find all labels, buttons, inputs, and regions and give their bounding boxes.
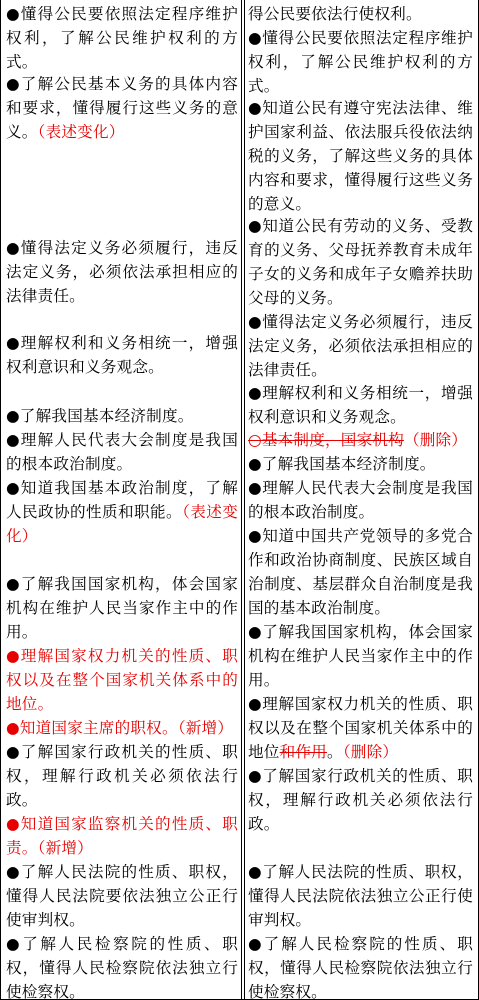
- left-standard-item: [6, 331, 238, 379]
- left-standard-item: [6, 740, 238, 812]
- item-text: ●理解国家权力机关的性质、职权以及在整个国家机关体系中的地位: [248, 695, 473, 761]
- left-standard-item: [6, 236, 238, 308]
- change-note: （表述变化）: [6, 503, 238, 545]
- left-standard-item: [6, 404, 238, 428]
- item-text: ●了解我国国家机构，体会国家机构在维护人民当家作主中的作用。: [248, 623, 473, 689]
- item-text: ●了解人民检察院的性质、职权，懂得人民检察院依法独立行使检察权。: [6, 935, 238, 1000]
- item-text: ●知道中国共产党领导的多党合作和政治协商制度、民族区域自治制度、基层群众自治制度是我国的基本政治制度。: [248, 527, 473, 617]
- change-note: （删除）: [403, 431, 468, 449]
- item-text: 得公民要依法行使权利。: [248, 5, 422, 23]
- change-note: ●知道国家主席的职权。（新增）: [6, 719, 234, 737]
- item-text: ●懂得公民要依照法定程序维护权利，了解公民维护权利的方式。: [6, 5, 238, 71]
- item-text: 。: [326, 743, 343, 761]
- item-text: ●理解权利和义务相统一，增强权利意识和义务观念。: [6, 334, 238, 376]
- right-standard-item: [248, 860, 473, 932]
- item-text: ●懂得法定义务必须履行，违反法定义务，必须依法承担相应的法律责任。: [248, 313, 473, 379]
- right-standard-item: [248, 620, 473, 692]
- right-standard-item: [248, 428, 473, 452]
- change-note: ●知道国家监察机关的性质、职责。（新增）: [6, 815, 238, 857]
- item-text: ●了解人民检察院的性质、职权，懂得人民检察院依法独立行使检察权。: [248, 935, 473, 1000]
- item-text: ●了解人民法院的性质、职权，懂得人民法院要依法独立公正行使审判权。: [6, 863, 238, 929]
- column-divider-inner: [244, 0, 245, 1000]
- right-standard-item: [248, 214, 473, 310]
- left-standard-item: [6, 812, 238, 860]
- right-standard-item: [248, 476, 473, 524]
- right-standard-item: [248, 764, 473, 836]
- right-column-new-standard: [248, 0, 473, 1000]
- item-text: ●懂得法定义务必须履行，违反法定义务，必须依法承担相应的法律责任。: [6, 239, 238, 305]
- right-standard-item: [248, 692, 473, 764]
- left-standard-item: [6, 428, 238, 476]
- item-text: ●知道我国基本政治制度，了解人民政协的性质和职能。: [6, 479, 238, 521]
- deleted-text: 和作用: [279, 743, 327, 761]
- left-standard-item: [6, 644, 238, 716]
- column-divider: [241, 0, 242, 1000]
- item-text: ●了解国家行政机关的性质、职权，理解行政机关必须依法行政。: [6, 743, 238, 809]
- right-standard-item: [248, 310, 473, 382]
- right-standard-item: [248, 96, 473, 216]
- change-note: （表述变化）: [37, 123, 125, 141]
- item-text: ●理解权利和义务相统一，增强权利意识和义务观念。: [248, 384, 473, 426]
- right-standard-item: [248, 26, 473, 98]
- right-standard-item: [248, 932, 473, 1000]
- left-standard-item: [6, 716, 238, 740]
- item-text: ●懂得公民要依照法定程序维护权利，了解公民维护权利的方式。: [248, 29, 473, 95]
- left-standard-item: [6, 860, 238, 932]
- item-text: ●理解人民代表大会制度是我国的根本政治制度。: [6, 431, 238, 473]
- left-standard-item: [6, 572, 238, 644]
- left-standard-item: [6, 72, 238, 144]
- item-text: ●了解我国基本经济制度。: [6, 407, 194, 425]
- left-standard-item: [6, 932, 238, 1000]
- right-standard-item: [248, 452, 473, 476]
- item-text: ●了解人民法院的性质、职权，懂得人民法院依法独立公正行使审判权。: [248, 863, 473, 929]
- item-text: ●知道公民有劳动的义务、受教育的义务、父母抚养教育未成年子女的义务和成年子女赡养扶助父母的义务。: [248, 217, 473, 307]
- item-text: ●了解我国基本经济制度。: [248, 455, 436, 473]
- item-text: ●了解国家行政机关的性质、职权，理解行政机关必须依法行政。: [248, 767, 473, 833]
- right-standard-item: [248, 524, 473, 620]
- item-text: ●了解我国国家机构，体会国家机构在维护人民当家作主中的作用。: [6, 575, 238, 641]
- left-standard-item: [6, 2, 238, 74]
- item-text: ●了解公民基本义务的具体内容和要求，懂得履行这些义务的意义。: [6, 75, 238, 141]
- table-border-left: [0, 0, 1, 1000]
- right-standard-item: [248, 381, 473, 429]
- deleted-text: ○基本制度，国家机构: [248, 431, 404, 449]
- item-text: ●理解人民代表大会制度是我国的根本政治制度。: [248, 479, 473, 521]
- item-text: ●知道公民有遵守宪法法律、维护国家利益、依法服兵役依法纳税的义务，了解这些义务的具体内容和要求，懂得履行这些义务的意义。: [248, 99, 473, 213]
- change-note: （删除）: [342, 743, 399, 761]
- left-standard-item: [6, 476, 238, 548]
- change-note: ●理解国家权力机关的性质、职权以及在整个国家机关体系中的地位。: [6, 647, 238, 713]
- left-column-old-standard: [6, 0, 238, 1000]
- right-standard-item: [248, 2, 473, 26]
